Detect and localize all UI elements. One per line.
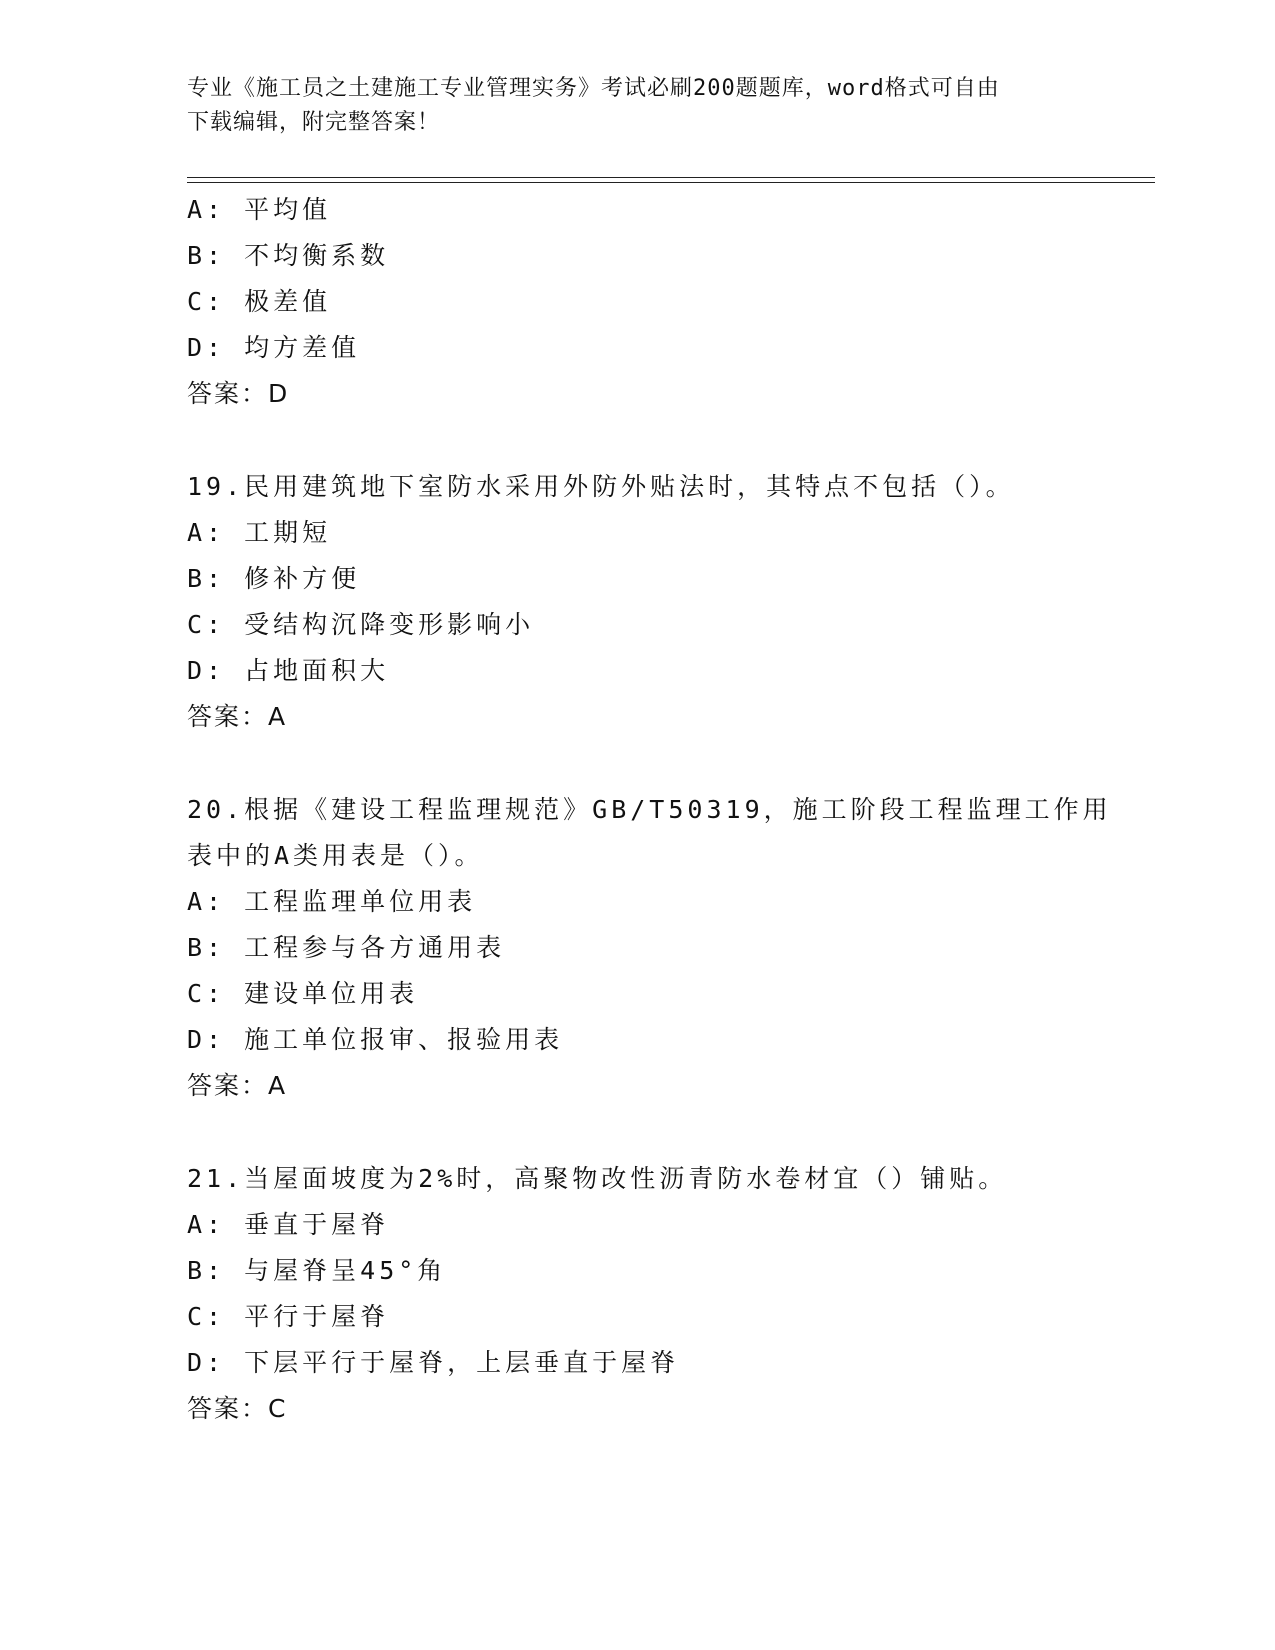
spacer [187, 740, 1155, 787]
option-c: C: 受结构沉降变形影响小 [187, 610, 535, 639]
question-text: 21.当屋面坡度为2%时，高聚物改性沥青防水卷材宜（）铺贴。 [187, 1164, 1008, 1193]
question-text: 19.民用建筑地下室防水采用外防外贴法时，其特点不包括（）。 [187, 472, 1015, 501]
spacer [187, 417, 1155, 464]
option-a: A: 平均值 [187, 195, 332, 224]
spacer [187, 1109, 1155, 1156]
option-b: B: 不均衡系数 [187, 241, 390, 270]
option-c: C: 平行于屋脊 [187, 1302, 390, 1331]
header-line-2: 下载编辑，附完整答案！ [187, 110, 441, 135]
option-c: C: 极差值 [187, 287, 332, 316]
question-block-18 [187, 187, 1155, 417]
option-d: D: 均方差值 [187, 333, 361, 362]
header-divider-top [187, 177, 1155, 178]
option-b: B: 修补方便 [187, 564, 361, 593]
header-divider-bottom [187, 182, 1155, 183]
question-block-19 [187, 464, 1155, 740]
option-d: D: 占地面积大 [187, 656, 390, 685]
question-list [187, 187, 1155, 1432]
question-text-line-1: 20.根据《建设工程监理规范》GB/T50319，施工阶段工程监理工作用 [187, 795, 1112, 824]
option-a: A: 工期短 [187, 518, 332, 547]
answer-line: 答案：A [187, 702, 288, 731]
question-text-line-2: 表中的A类用表是（）。 [187, 841, 484, 870]
answer-line: 答案：D [187, 379, 290, 408]
option-b: B: 与屋脊呈45°角 [187, 1256, 447, 1285]
option-a: A: 工程监理单位用表 [187, 887, 477, 916]
answer-line: 答案：C [187, 1394, 288, 1423]
option-d: D: 施工单位报审、报验用表 [187, 1025, 564, 1054]
option-d: D: 下层平行于屋脊，上层垂直于屋脊 [187, 1348, 680, 1377]
question-block-20 [187, 787, 1155, 1109]
option-a: A: 垂直于屋脊 [187, 1210, 390, 1239]
option-c: C: 建设单位用表 [187, 979, 419, 1008]
question-block-21 [187, 1156, 1155, 1432]
header-line-1: 专业《施工员之土建施工专业管理实务》考试必刷200题题库，word格式可自由 [187, 76, 1000, 101]
answer-line: 答案：A [187, 1071, 288, 1100]
document-header [187, 72, 1077, 140]
option-b: B: 工程参与各方通用表 [187, 933, 506, 962]
